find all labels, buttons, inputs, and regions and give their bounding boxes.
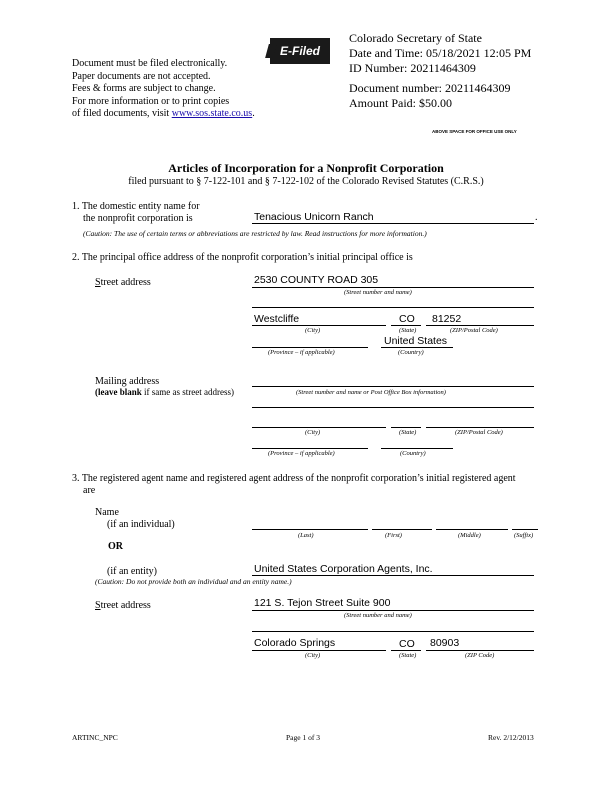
mailing-city-caption: (City) (305, 429, 321, 436)
principal-country-field[interactable]: United States (384, 335, 448, 347)
section1-caution: (Caution: The use of certain terms or abbreviations are restricted by law. Read instructions for more information.) (83, 229, 427, 238)
office-name: Colorado Secretary of State (349, 31, 482, 45)
agent-street-line (252, 610, 534, 611)
mailing-street-caption: (Street number and name or Post Office Box information) (296, 389, 446, 396)
notice-line: For more information or to print copies (72, 95, 230, 107)
mailing-state-caption: (State) (399, 429, 417, 436)
mailing-street-line-2[interactable] (252, 407, 534, 408)
country-caption: (Country) (398, 349, 424, 356)
mailing-city-line[interactable] (252, 427, 386, 428)
principal-zip-line (426, 325, 534, 326)
section1-label-2: the nonprofit corporation is (83, 213, 193, 224)
mailing-address-label: Mailing address (95, 376, 160, 387)
agent-entity-line (252, 575, 534, 576)
page-title: Articles of Incorporation for a Nonprofit Corporation (168, 161, 444, 175)
principal-city-line (252, 325, 386, 326)
city-caption: (City) (305, 327, 321, 334)
principal-country-line (381, 347, 453, 348)
agent-first-line[interactable] (372, 529, 432, 530)
agent-city-field[interactable]: Colorado Springs (254, 637, 336, 649)
principal-state-field[interactable]: CO (399, 313, 415, 325)
agent-name-label: Name (95, 507, 119, 518)
form-code: ARTINC_NPC (72, 733, 118, 742)
agent-state-field[interactable]: CO (399, 638, 415, 650)
zip-caption: (ZIP/Postal Code) (450, 327, 498, 334)
agent-zip-field[interactable]: 80903 (430, 637, 460, 649)
state-caption: (State) (399, 327, 417, 334)
notice-line: Document must be filed electronically. (72, 58, 228, 69)
agent-state-line (391, 650, 421, 651)
agent-entity-label: (if an entity) (107, 566, 157, 577)
principal-street-line (252, 287, 534, 288)
agent-individual-label: (if an individual) (107, 519, 175, 530)
first-caption: (First) (385, 532, 402, 539)
street-caption: (Street number and name) (344, 289, 412, 296)
agent-city-line (252, 650, 386, 651)
agent-entity-field[interactable]: United States Corporation Agents, Inc. (254, 563, 433, 575)
agent-city-caption: (City) (305, 652, 321, 659)
principal-city-field[interactable]: Westcliffe (254, 313, 300, 325)
agent-middle-line[interactable] (436, 529, 508, 530)
notice-line: Fees & forms are subject to change. (72, 83, 216, 94)
sos-website-link[interactable]: www.sos.state.co.us (171, 108, 253, 119)
id-number: ID Number: 20211464309 (349, 61, 476, 75)
agent-suffix-line[interactable] (512, 529, 538, 530)
mailing-province-caption: (Province – if applicable) (268, 450, 335, 457)
filing-notice (72, 58, 255, 121)
office-use-note: ABOVE SPACE FOR OFFICE USE ONLY (432, 129, 517, 134)
filing-stamp (349, 31, 531, 111)
section1-label: 1. The domestic entity name for (72, 201, 200, 212)
notice-line: of filed documents, visit www.sos.state.co.us. (72, 108, 255, 119)
mailing-country-caption: (Country) (400, 450, 426, 457)
mailing-zip-caption: (ZIP/Postal Code) (455, 429, 503, 436)
page-subtitle: filed pursuant to § 7-122-101 and § 7-122-102 of the Colorado Revised Statutes (C.R.S.) (128, 176, 484, 187)
agent-zip-caption: (ZIP Code) (465, 652, 495, 659)
entity-name-field[interactable]: Tenacious Unicorn Ranch (254, 211, 374, 223)
revision-date: Rev. 2/12/2013 (488, 733, 534, 742)
agent-street-caption: (Street number and name) (344, 612, 412, 619)
province-caption: (Province – if applicable) (268, 349, 335, 356)
or-separator: OR (108, 541, 123, 552)
section3-heading: 3. The registered agent name and registered agent address of the nonprofit corporation’s initial registered agent (72, 473, 516, 484)
amount-paid: Amount Paid: $50.00 (349, 96, 453, 110)
principal-province-line[interactable] (252, 347, 368, 348)
entity-name-line (252, 223, 534, 224)
principal-state-line (391, 325, 421, 326)
e-filed-logo: E-Filed (270, 38, 330, 64)
agent-zip-line (426, 650, 534, 651)
section3-caution: (Caution: Do not provide both an individual and an entity name.) (95, 577, 292, 586)
section3-heading-2: are (83, 485, 96, 496)
street-address-label: Street address (95, 277, 151, 288)
page-number: Page 1 of 3 (286, 733, 320, 742)
document-number: Document number: 20211464309 (349, 81, 511, 95)
middle-caption: (Middle) (458, 532, 481, 539)
mailing-address-note: (leave blank if same as street address) (95, 387, 234, 397)
suffix-caption: (Suffix) (514, 532, 534, 539)
principal-street-field[interactable]: 2530 COUNTY ROAD 305 (254, 274, 379, 286)
mailing-province-line[interactable] (252, 448, 368, 449)
notice-line: Paper documents are not accepted. (72, 70, 211, 82)
date-time: Date and Time: 05/18/2021 12:05 PM (349, 46, 532, 60)
section2-heading: 2. The principal office address of the nonprofit corporation’s initial principal office is (72, 252, 413, 263)
last-caption: (Last) (298, 532, 314, 539)
agent-last-line[interactable] (252, 529, 368, 530)
mailing-zip-line[interactable] (426, 427, 534, 428)
entity-name-period: . (535, 212, 538, 223)
mailing-country-line[interactable] (381, 448, 453, 449)
principal-street-line-2[interactable] (252, 307, 534, 308)
agent-street-field[interactable]: 121 S. Tejon Street Suite 900 (254, 597, 391, 609)
agent-state-caption: (State) (399, 652, 417, 659)
agent-street-line-2[interactable] (252, 631, 534, 632)
mailing-street-line[interactable] (252, 386, 534, 387)
principal-zip-field[interactable]: 81252 (432, 313, 462, 325)
agent-street-label: Street address (95, 600, 151, 611)
mailing-state-line[interactable] (391, 427, 421, 428)
